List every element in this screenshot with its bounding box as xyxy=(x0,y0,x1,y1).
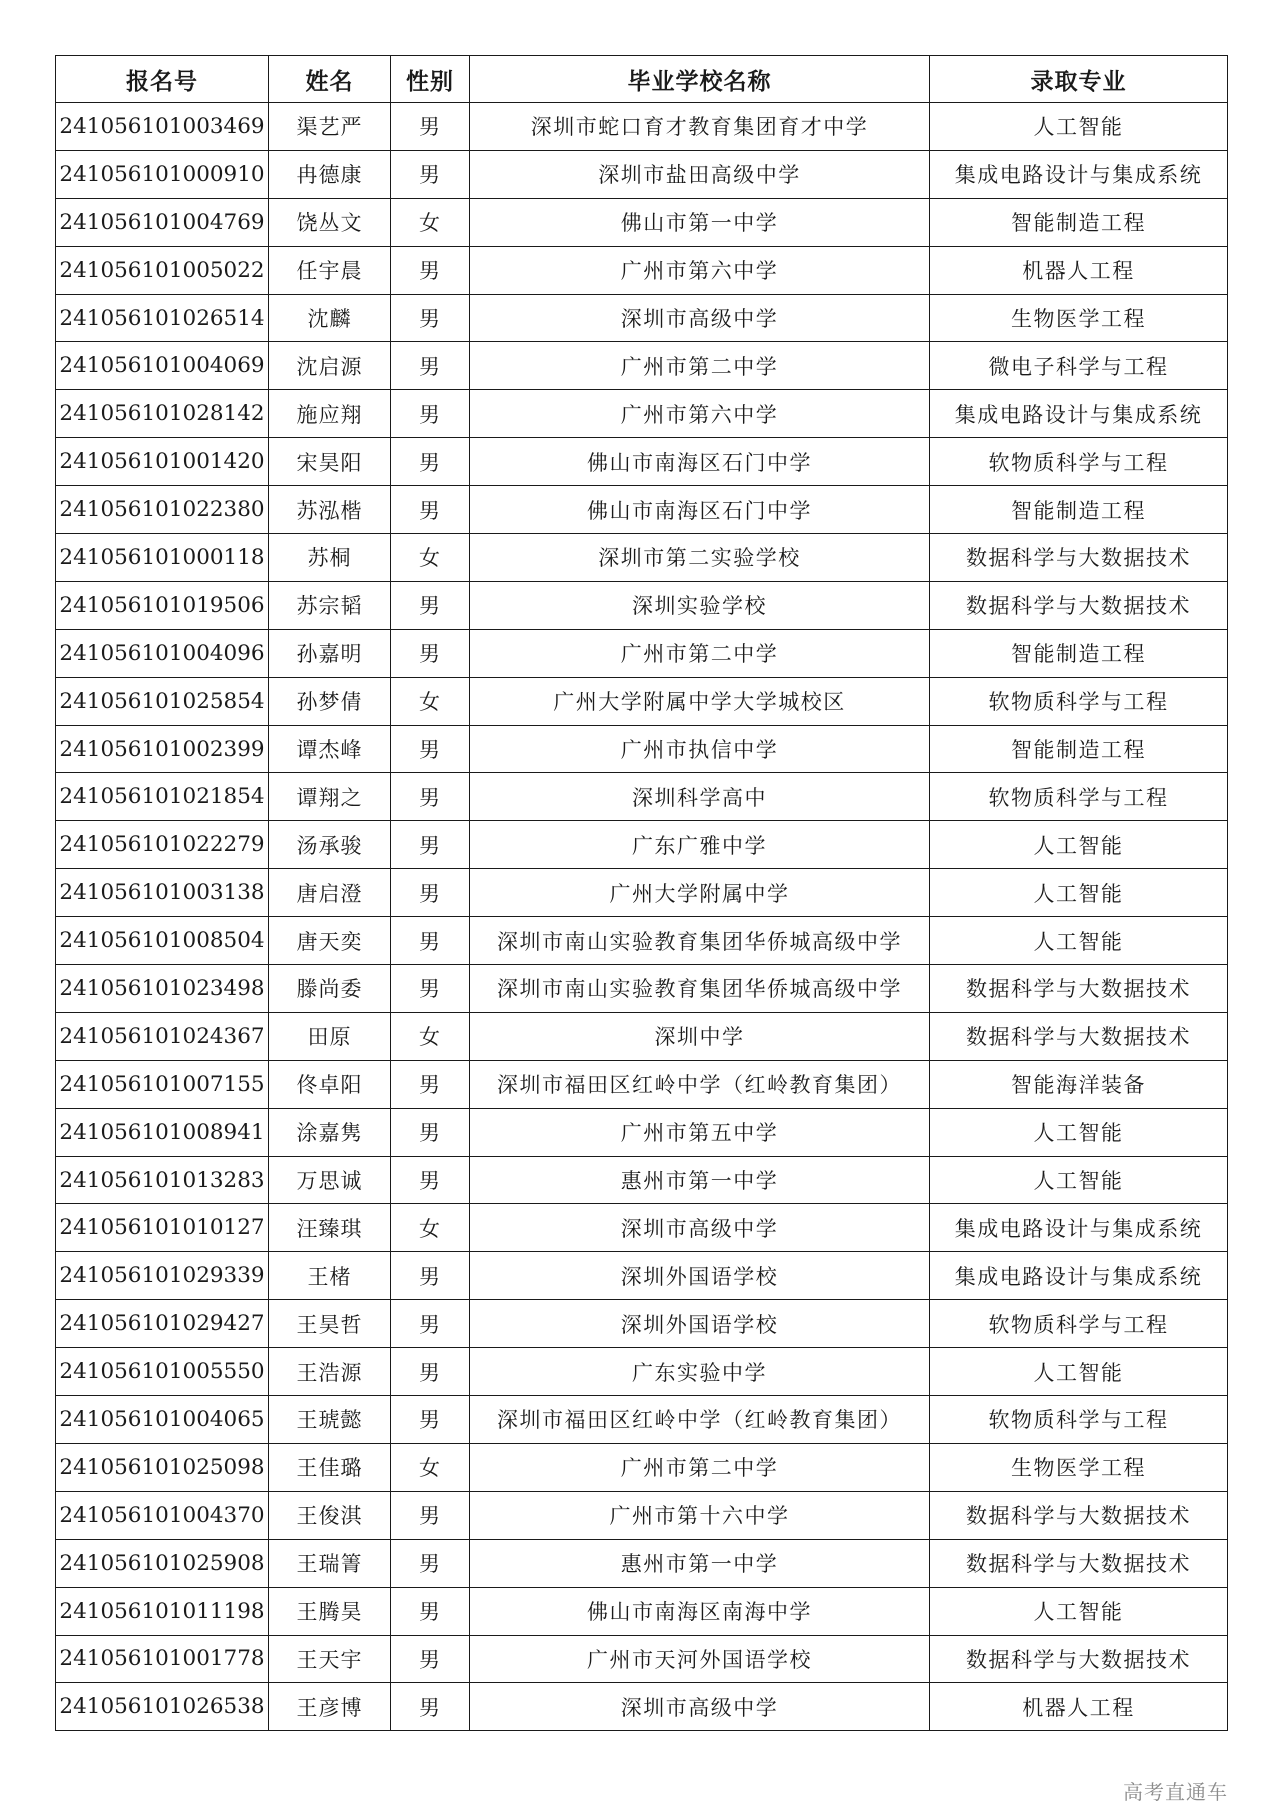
cell-gender: 女 xyxy=(391,534,470,582)
cell-school: 深圳科学高中 xyxy=(470,773,930,821)
table-row xyxy=(56,534,1228,582)
cell-name: 王琥懿 xyxy=(269,1396,391,1444)
table-row xyxy=(56,869,1228,917)
cell-major: 智能制造工程 xyxy=(930,725,1228,773)
cell-major: 人工智能 xyxy=(930,1348,1228,1396)
cell-major: 机器人工程 xyxy=(930,246,1228,294)
table-row xyxy=(56,438,1228,486)
cell-name: 王佳璐 xyxy=(269,1443,391,1491)
cell-registration-number: 241056101026514 xyxy=(56,294,269,342)
cell-registration-number: 241056101021854 xyxy=(56,773,269,821)
cell-name: 佟卓阳 xyxy=(269,1060,391,1108)
cell-major: 数据科学与大数据技术 xyxy=(930,1539,1228,1587)
cell-school: 广东广雅中学 xyxy=(470,821,930,869)
cell-school: 广州市执信中学 xyxy=(470,725,930,773)
cell-school: 广州市第五中学 xyxy=(470,1108,930,1156)
table-row xyxy=(56,677,1228,725)
cell-major: 人工智能 xyxy=(930,917,1228,965)
cell-gender: 男 xyxy=(391,965,470,1013)
cell-major: 人工智能 xyxy=(930,1587,1228,1635)
table-row xyxy=(56,821,1228,869)
cell-registration-number: 241056101022380 xyxy=(56,486,269,534)
cell-school: 深圳市福田区红岭中学（红岭教育集团） xyxy=(470,1060,930,1108)
cell-name: 谭杰峰 xyxy=(269,725,391,773)
cell-registration-number: 241056101005022 xyxy=(56,246,269,294)
header-school: 毕业学校名称 xyxy=(470,56,930,103)
cell-registration-number: 241056101029339 xyxy=(56,1252,269,1300)
cell-gender: 男 xyxy=(391,629,470,677)
header-name: 姓名 xyxy=(269,56,391,103)
cell-name: 涂嘉隽 xyxy=(269,1108,391,1156)
cell-name: 王俊淇 xyxy=(269,1491,391,1539)
cell-name: 沈启源 xyxy=(269,342,391,390)
cell-name: 王天宇 xyxy=(269,1635,391,1683)
table-header-row xyxy=(56,56,1228,103)
cell-name: 饶丛文 xyxy=(269,198,391,246)
cell-name: 唐启澄 xyxy=(269,869,391,917)
cell-registration-number: 241056101003138 xyxy=(56,869,269,917)
cell-name: 王昊哲 xyxy=(269,1300,391,1348)
cell-gender: 男 xyxy=(391,1348,470,1396)
cell-registration-number: 241056101005550 xyxy=(56,1348,269,1396)
cell-major: 软物质科学与工程 xyxy=(930,1300,1228,1348)
cell-school: 惠州市第一中学 xyxy=(470,1156,930,1204)
cell-major: 数据科学与大数据技术 xyxy=(930,1012,1228,1060)
cell-gender: 女 xyxy=(391,1012,470,1060)
cell-school: 佛山市第一中学 xyxy=(470,198,930,246)
cell-gender: 男 xyxy=(391,917,470,965)
cell-name: 孙梦倩 xyxy=(269,677,391,725)
cell-registration-number: 241056101001420 xyxy=(56,438,269,486)
cell-gender: 男 xyxy=(391,725,470,773)
watermark: 高考直通车 xyxy=(1123,1780,1228,1804)
cell-major: 人工智能 xyxy=(930,869,1228,917)
cell-school: 深圳外国语学校 xyxy=(470,1252,930,1300)
cell-name: 苏泓楷 xyxy=(269,486,391,534)
cell-registration-number: 241056101013283 xyxy=(56,1156,269,1204)
cell-registration-number: 241056101025098 xyxy=(56,1443,269,1491)
cell-school: 深圳市高级中学 xyxy=(470,294,930,342)
cell-registration-number: 241056101010127 xyxy=(56,1204,269,1252)
table-row xyxy=(56,1060,1228,1108)
cell-registration-number: 241056101025854 xyxy=(56,677,269,725)
cell-registration-number: 241056101025908 xyxy=(56,1539,269,1587)
cell-gender: 男 xyxy=(391,390,470,438)
cell-registration-number: 241056101008941 xyxy=(56,1108,269,1156)
table-row xyxy=(56,773,1228,821)
cell-school: 广州市第十六中学 xyxy=(470,1491,930,1539)
table-row xyxy=(56,246,1228,294)
cell-gender: 男 xyxy=(391,1539,470,1587)
cell-school: 深圳市蛇口育才教育集团育才中学 xyxy=(470,103,930,151)
table-row xyxy=(56,1635,1228,1683)
cell-major: 软物质科学与工程 xyxy=(930,438,1228,486)
cell-gender: 男 xyxy=(391,1683,470,1731)
table-row xyxy=(56,294,1228,342)
cell-school: 广东实验中学 xyxy=(470,1348,930,1396)
cell-school: 深圳市南山实验教育集团华侨城高级中学 xyxy=(470,965,930,1013)
cell-name: 王彦博 xyxy=(269,1683,391,1731)
cell-name: 王瑞箐 xyxy=(269,1539,391,1587)
cell-school: 深圳市南山实验教育集团华侨城高级中学 xyxy=(470,917,930,965)
cell-gender: 男 xyxy=(391,1491,470,1539)
cell-gender: 男 xyxy=(391,486,470,534)
table-row xyxy=(56,150,1228,198)
cell-major: 数据科学与大数据技术 xyxy=(930,534,1228,582)
cell-gender: 男 xyxy=(391,1060,470,1108)
cell-registration-number: 241056101008504 xyxy=(56,917,269,965)
cell-name: 田原 xyxy=(269,1012,391,1060)
cell-school: 佛山市南海区南海中学 xyxy=(470,1587,930,1635)
cell-major: 人工智能 xyxy=(930,821,1228,869)
cell-registration-number: 241056101004069 xyxy=(56,342,269,390)
cell-registration-number: 241056101028142 xyxy=(56,390,269,438)
cell-major: 生物医学工程 xyxy=(930,294,1228,342)
cell-school: 广州市第六中学 xyxy=(470,246,930,294)
cell-major: 人工智能 xyxy=(930,1156,1228,1204)
cell-gender: 男 xyxy=(391,821,470,869)
cell-major: 智能制造工程 xyxy=(930,486,1228,534)
cell-name: 滕尚委 xyxy=(269,965,391,1013)
cell-registration-number: 241056101011198 xyxy=(56,1587,269,1635)
cell-name: 王腾昊 xyxy=(269,1587,391,1635)
cell-school: 深圳市盐田高级中学 xyxy=(470,150,930,198)
cell-school: 深圳市第二实验学校 xyxy=(470,534,930,582)
cell-registration-number: 241056101022279 xyxy=(56,821,269,869)
cell-registration-number: 241056101004769 xyxy=(56,198,269,246)
table-row xyxy=(56,965,1228,1013)
table-row xyxy=(56,1539,1228,1587)
cell-gender: 男 xyxy=(391,1252,470,1300)
cell-school: 广州市第二中学 xyxy=(470,629,930,677)
cell-registration-number: 241056101023498 xyxy=(56,965,269,1013)
cell-major: 数据科学与大数据技术 xyxy=(930,1635,1228,1683)
cell-registration-number: 241056101004096 xyxy=(56,629,269,677)
table-row xyxy=(56,1012,1228,1060)
table-body xyxy=(56,103,1228,1731)
cell-name: 汪臻琪 xyxy=(269,1204,391,1252)
cell-name: 苏桐 xyxy=(269,534,391,582)
cell-school: 广州市第二中学 xyxy=(470,1443,930,1491)
cell-major: 智能制造工程 xyxy=(930,198,1228,246)
cell-school: 深圳中学 xyxy=(470,1012,930,1060)
cell-gender: 女 xyxy=(391,1443,470,1491)
table-row xyxy=(56,390,1228,438)
cell-name: 谭翔之 xyxy=(269,773,391,821)
cell-major: 集成电路设计与集成系统 xyxy=(930,1204,1228,1252)
cell-gender: 男 xyxy=(391,1300,470,1348)
cell-gender: 男 xyxy=(391,438,470,486)
cell-gender: 女 xyxy=(391,677,470,725)
cell-registration-number: 241056101003469 xyxy=(56,103,269,151)
table-row xyxy=(56,103,1228,151)
cell-registration-number: 241056101002399 xyxy=(56,725,269,773)
cell-gender: 女 xyxy=(391,1204,470,1252)
table-row xyxy=(56,1204,1228,1252)
cell-school: 佛山市南海区石门中学 xyxy=(470,438,930,486)
cell-school: 惠州市第一中学 xyxy=(470,1539,930,1587)
cell-gender: 男 xyxy=(391,869,470,917)
cell-registration-number: 241056101007155 xyxy=(56,1060,269,1108)
cell-gender: 男 xyxy=(391,1156,470,1204)
cell-major: 集成电路设计与集成系统 xyxy=(930,1252,1228,1300)
table-row xyxy=(56,342,1228,390)
cell-school: 广州市天河外国语学校 xyxy=(470,1635,930,1683)
cell-registration-number: 241056101024367 xyxy=(56,1012,269,1060)
cell-school: 深圳市高级中学 xyxy=(470,1204,930,1252)
table-row xyxy=(56,1348,1228,1396)
table-row xyxy=(56,1443,1228,1491)
cell-major: 机器人工程 xyxy=(930,1683,1228,1731)
cell-major: 软物质科学与工程 xyxy=(930,1396,1228,1444)
cell-registration-number: 241056101000118 xyxy=(56,534,269,582)
cell-name: 孙嘉明 xyxy=(269,629,391,677)
cell-registration-number: 241056101004370 xyxy=(56,1491,269,1539)
cell-name: 沈麟 xyxy=(269,294,391,342)
cell-gender: 男 xyxy=(391,581,470,629)
table-row xyxy=(56,1396,1228,1444)
cell-major: 数据科学与大数据技术 xyxy=(930,1491,1228,1539)
cell-registration-number: 241056101004065 xyxy=(56,1396,269,1444)
cell-major: 人工智能 xyxy=(930,1108,1228,1156)
table-row xyxy=(56,1252,1228,1300)
cell-gender: 男 xyxy=(391,1587,470,1635)
header-registration-number: 报名号 xyxy=(56,56,269,103)
cell-school: 深圳市高级中学 xyxy=(470,1683,930,1731)
cell-major: 生物医学工程 xyxy=(930,1443,1228,1491)
cell-name: 施应翔 xyxy=(269,390,391,438)
cell-major: 软物质科学与工程 xyxy=(930,677,1228,725)
cell-gender: 男 xyxy=(391,103,470,151)
table-row xyxy=(56,581,1228,629)
cell-gender: 男 xyxy=(391,246,470,294)
cell-school: 广州大学附属中学 xyxy=(470,869,930,917)
cell-registration-number: 241056101019506 xyxy=(56,581,269,629)
cell-registration-number: 241056101001778 xyxy=(56,1635,269,1683)
cell-registration-number: 241056101029427 xyxy=(56,1300,269,1348)
table-row xyxy=(56,917,1228,965)
table-row xyxy=(56,1683,1228,1731)
cell-name: 宋昊阳 xyxy=(269,438,391,486)
cell-gender: 男 xyxy=(391,1108,470,1156)
cell-school: 佛山市南海区石门中学 xyxy=(470,486,930,534)
cell-major: 数据科学与大数据技术 xyxy=(930,581,1228,629)
cell-name: 冉德康 xyxy=(269,150,391,198)
cell-major: 数据科学与大数据技术 xyxy=(930,965,1228,1013)
cell-registration-number: 241056101000910 xyxy=(56,150,269,198)
cell-gender: 男 xyxy=(391,1635,470,1683)
cell-gender: 男 xyxy=(391,342,470,390)
cell-name: 任宇晨 xyxy=(269,246,391,294)
cell-major: 微电子科学与工程 xyxy=(930,342,1228,390)
cell-gender: 男 xyxy=(391,1396,470,1444)
table-row xyxy=(56,1491,1228,1539)
cell-gender: 男 xyxy=(391,294,470,342)
table-row xyxy=(56,1156,1228,1204)
admission-table xyxy=(55,55,1228,1731)
cell-major: 智能制造工程 xyxy=(930,629,1228,677)
cell-major: 集成电路设计与集成系统 xyxy=(930,150,1228,198)
header-gender: 性别 xyxy=(391,56,470,103)
cell-name: 渠艺严 xyxy=(269,103,391,151)
table-row xyxy=(56,629,1228,677)
table-row xyxy=(56,1300,1228,1348)
cell-gender: 男 xyxy=(391,773,470,821)
cell-school: 广州市第二中学 xyxy=(470,342,930,390)
cell-school: 深圳市福田区红岭中学（红岭教育集团） xyxy=(470,1396,930,1444)
cell-major: 集成电路设计与集成系统 xyxy=(930,390,1228,438)
cell-major: 人工智能 xyxy=(930,103,1228,151)
table-row xyxy=(56,1587,1228,1635)
cell-name: 王楮 xyxy=(269,1252,391,1300)
table-row xyxy=(56,198,1228,246)
cell-name: 万思诚 xyxy=(269,1156,391,1204)
cell-name: 苏宗韬 xyxy=(269,581,391,629)
header-major: 录取专业 xyxy=(930,56,1228,103)
cell-major: 软物质科学与工程 xyxy=(930,773,1228,821)
table-row xyxy=(56,725,1228,773)
table-row xyxy=(56,1108,1228,1156)
cell-name: 唐天奕 xyxy=(269,917,391,965)
cell-school: 广州市第六中学 xyxy=(470,390,930,438)
cell-major: 智能海洋装备 xyxy=(930,1060,1228,1108)
cell-registration-number: 241056101026538 xyxy=(56,1683,269,1731)
cell-school: 深圳实验学校 xyxy=(470,581,930,629)
cell-school: 深圳外国语学校 xyxy=(470,1300,930,1348)
table-row xyxy=(56,486,1228,534)
cell-gender: 女 xyxy=(391,198,470,246)
cell-name: 汤承骏 xyxy=(269,821,391,869)
cell-school: 广州大学附属中学大学城校区 xyxy=(470,677,930,725)
cell-name: 王浩源 xyxy=(269,1348,391,1396)
cell-gender: 男 xyxy=(391,150,470,198)
